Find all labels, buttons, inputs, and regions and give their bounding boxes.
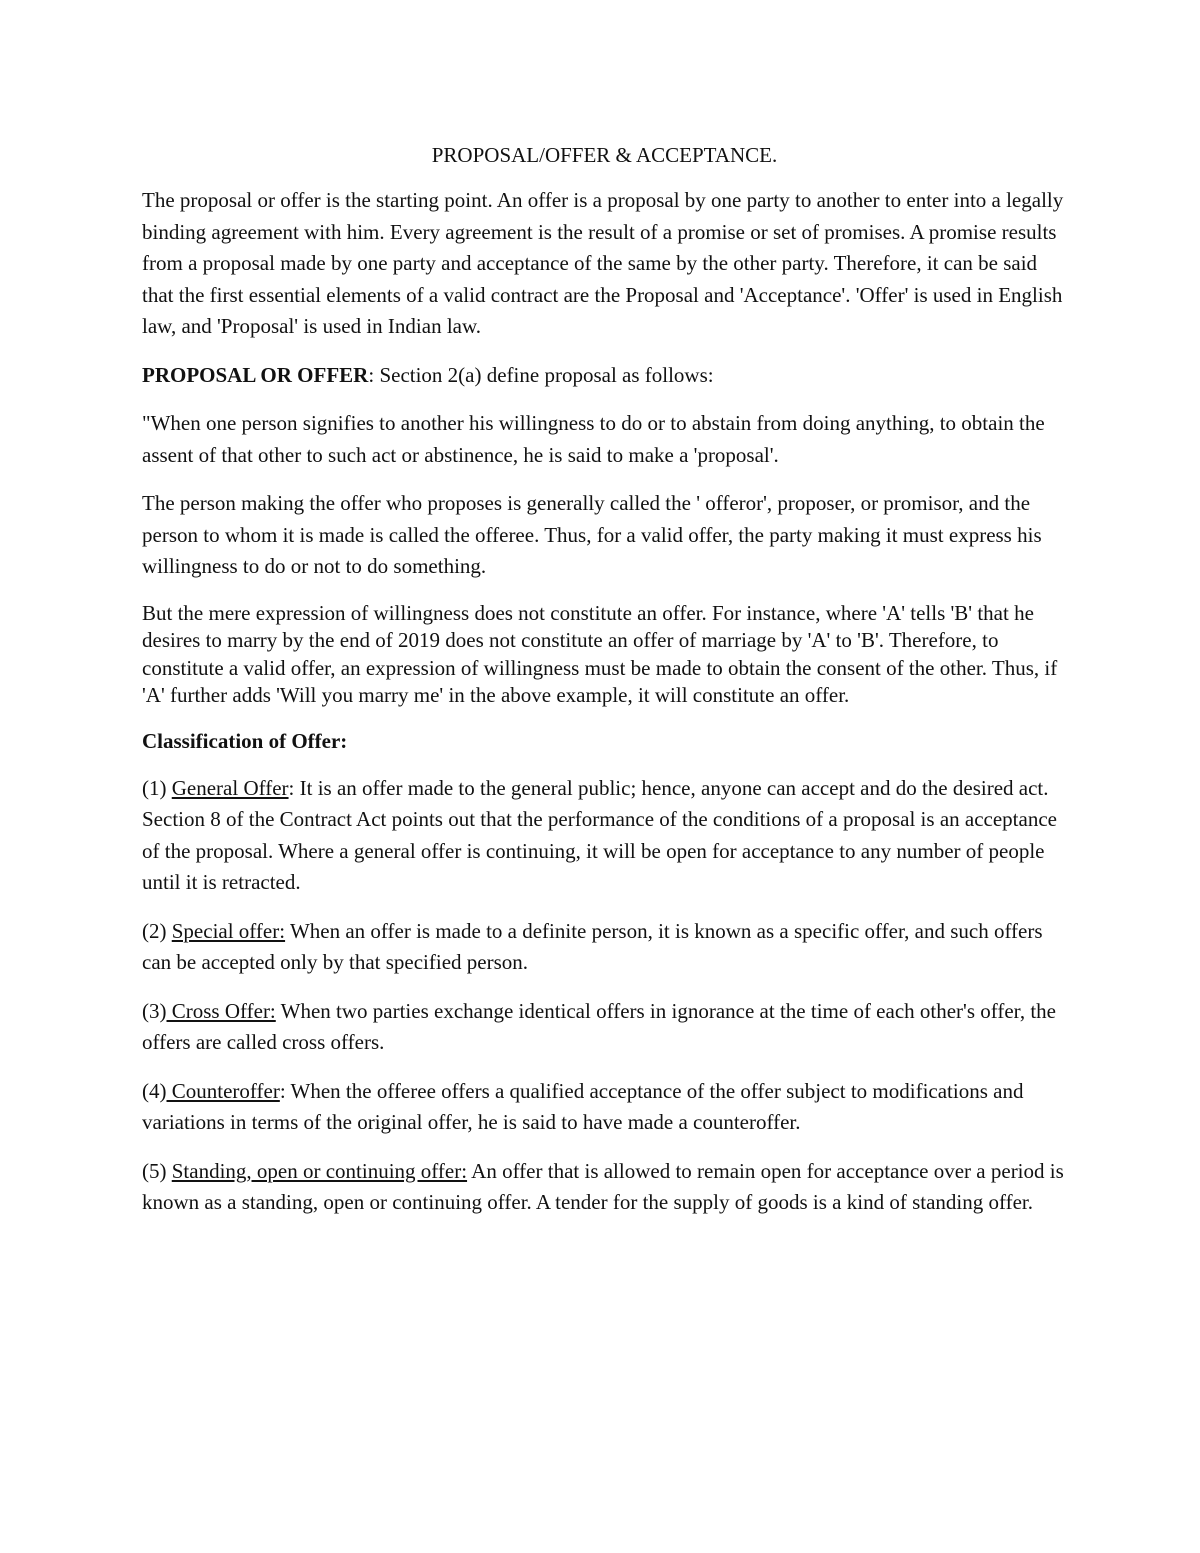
offeror-paragraph: The person making the offer who proposes is generally called the ' offeror', proposer, or promisor, and the person to whom it is made is called the offeree. Thus, for a valid offer, the party making it must express his willingness to do or not to do something. <box>142 491 1042 578</box>
item-term: Standing, open or continuing offer: <box>171 1158 468 1183</box>
list-item <box>142 996 1067 1059</box>
intro-paragraph: The proposal or offer is the starting point. An offer is a proposal by one party to another to enter into a legally binding agreement with him. Every agreement is the result of a promise or set of promises. A promise results from a proposal made by one party and acceptance of the same by the other party. Therefore, it can be said that the first essential elements of a valid contract are the Proposal and 'Acceptance'. 'Offer' is used in English law, and 'Proposal' is used in Indian law. <box>142 188 1064 338</box>
item-number: (4) <box>142 1078 167 1103</box>
item-term: General Offer <box>171 775 289 800</box>
item-number: (2) <box>142 918 172 943</box>
list-item <box>142 1076 1067 1139</box>
definition-paragraph <box>142 360 1067 392</box>
list-item <box>142 1156 1067 1219</box>
item-text: An offer that is allowed to remain open for acceptance over a period is known as a standing, open or continuing offer. A tender for the supply of goods is a kind of standing offer. <box>142 1158 1064 1214</box>
quote-paragraph: "When one person signifies to another his willingness to do or to abstain from doing anything, to obtain the assent of that other to such act or abstinence, he is said to make a 'proposal'. <box>142 411 1045 467</box>
item-term: Special offer: <box>171 918 286 943</box>
item-number: (1) <box>142 775 172 800</box>
item-text: When two parties exchange identical offers in ignorance at the time of each other's offer, the offers are called cross offers. <box>142 998 1056 1054</box>
item-number: (3) <box>142 998 167 1023</box>
list-item <box>142 916 1067 979</box>
item-text: When an offer is made to a definite person, it is known as a specific offer, and such offers can be accepted only by that specified person. <box>142 918 1043 974</box>
item-text: : When the offeree offers a qualified acceptance of the offer subject to modifications and variations in terms of the original offer, he is said to have made a counteroffer. <box>142 1078 1024 1134</box>
item-term: Cross Offer: <box>166 998 276 1023</box>
classification-heading: Classification of Offer: <box>142 728 348 753</box>
item-term: Counteroffer <box>166 1078 280 1103</box>
list-item <box>142 773 1067 899</box>
definition-text: : Section 2(a) define proposal as follows: <box>368 362 714 387</box>
item-text: : It is an offer made to the general public; hence, anyone can accept and do the desired act. Section 8 of the Contract Act points out that the performance of the conditions of a proposal is an acceptance of the proposal. Where a general offer is continuing, it will be open for acceptance to any number of people until it is retracted. <box>142 775 1057 894</box>
document-page <box>142 140 1067 1236</box>
page-title: PROPOSAL/OFFER & ACCEPTANCE. <box>431 143 778 167</box>
definition-label: PROPOSAL OR OFFER <box>142 362 369 387</box>
item-number: (5) <box>142 1158 172 1183</box>
willingness-paragraph: But the mere expression of willingness does not constitute an offer. For instance, where 'A' tells 'B' that he desires to marry by the end of 2019 does not constitute an offer of marriage by 'A' to 'B'. Therefore, to constitute a valid offer, an expression of willingness must be made to obtain the consent of the other. Thus, if 'A' further adds 'Will you marry me' in the above example, it will constitute an offer. <box>142 600 1058 707</box>
